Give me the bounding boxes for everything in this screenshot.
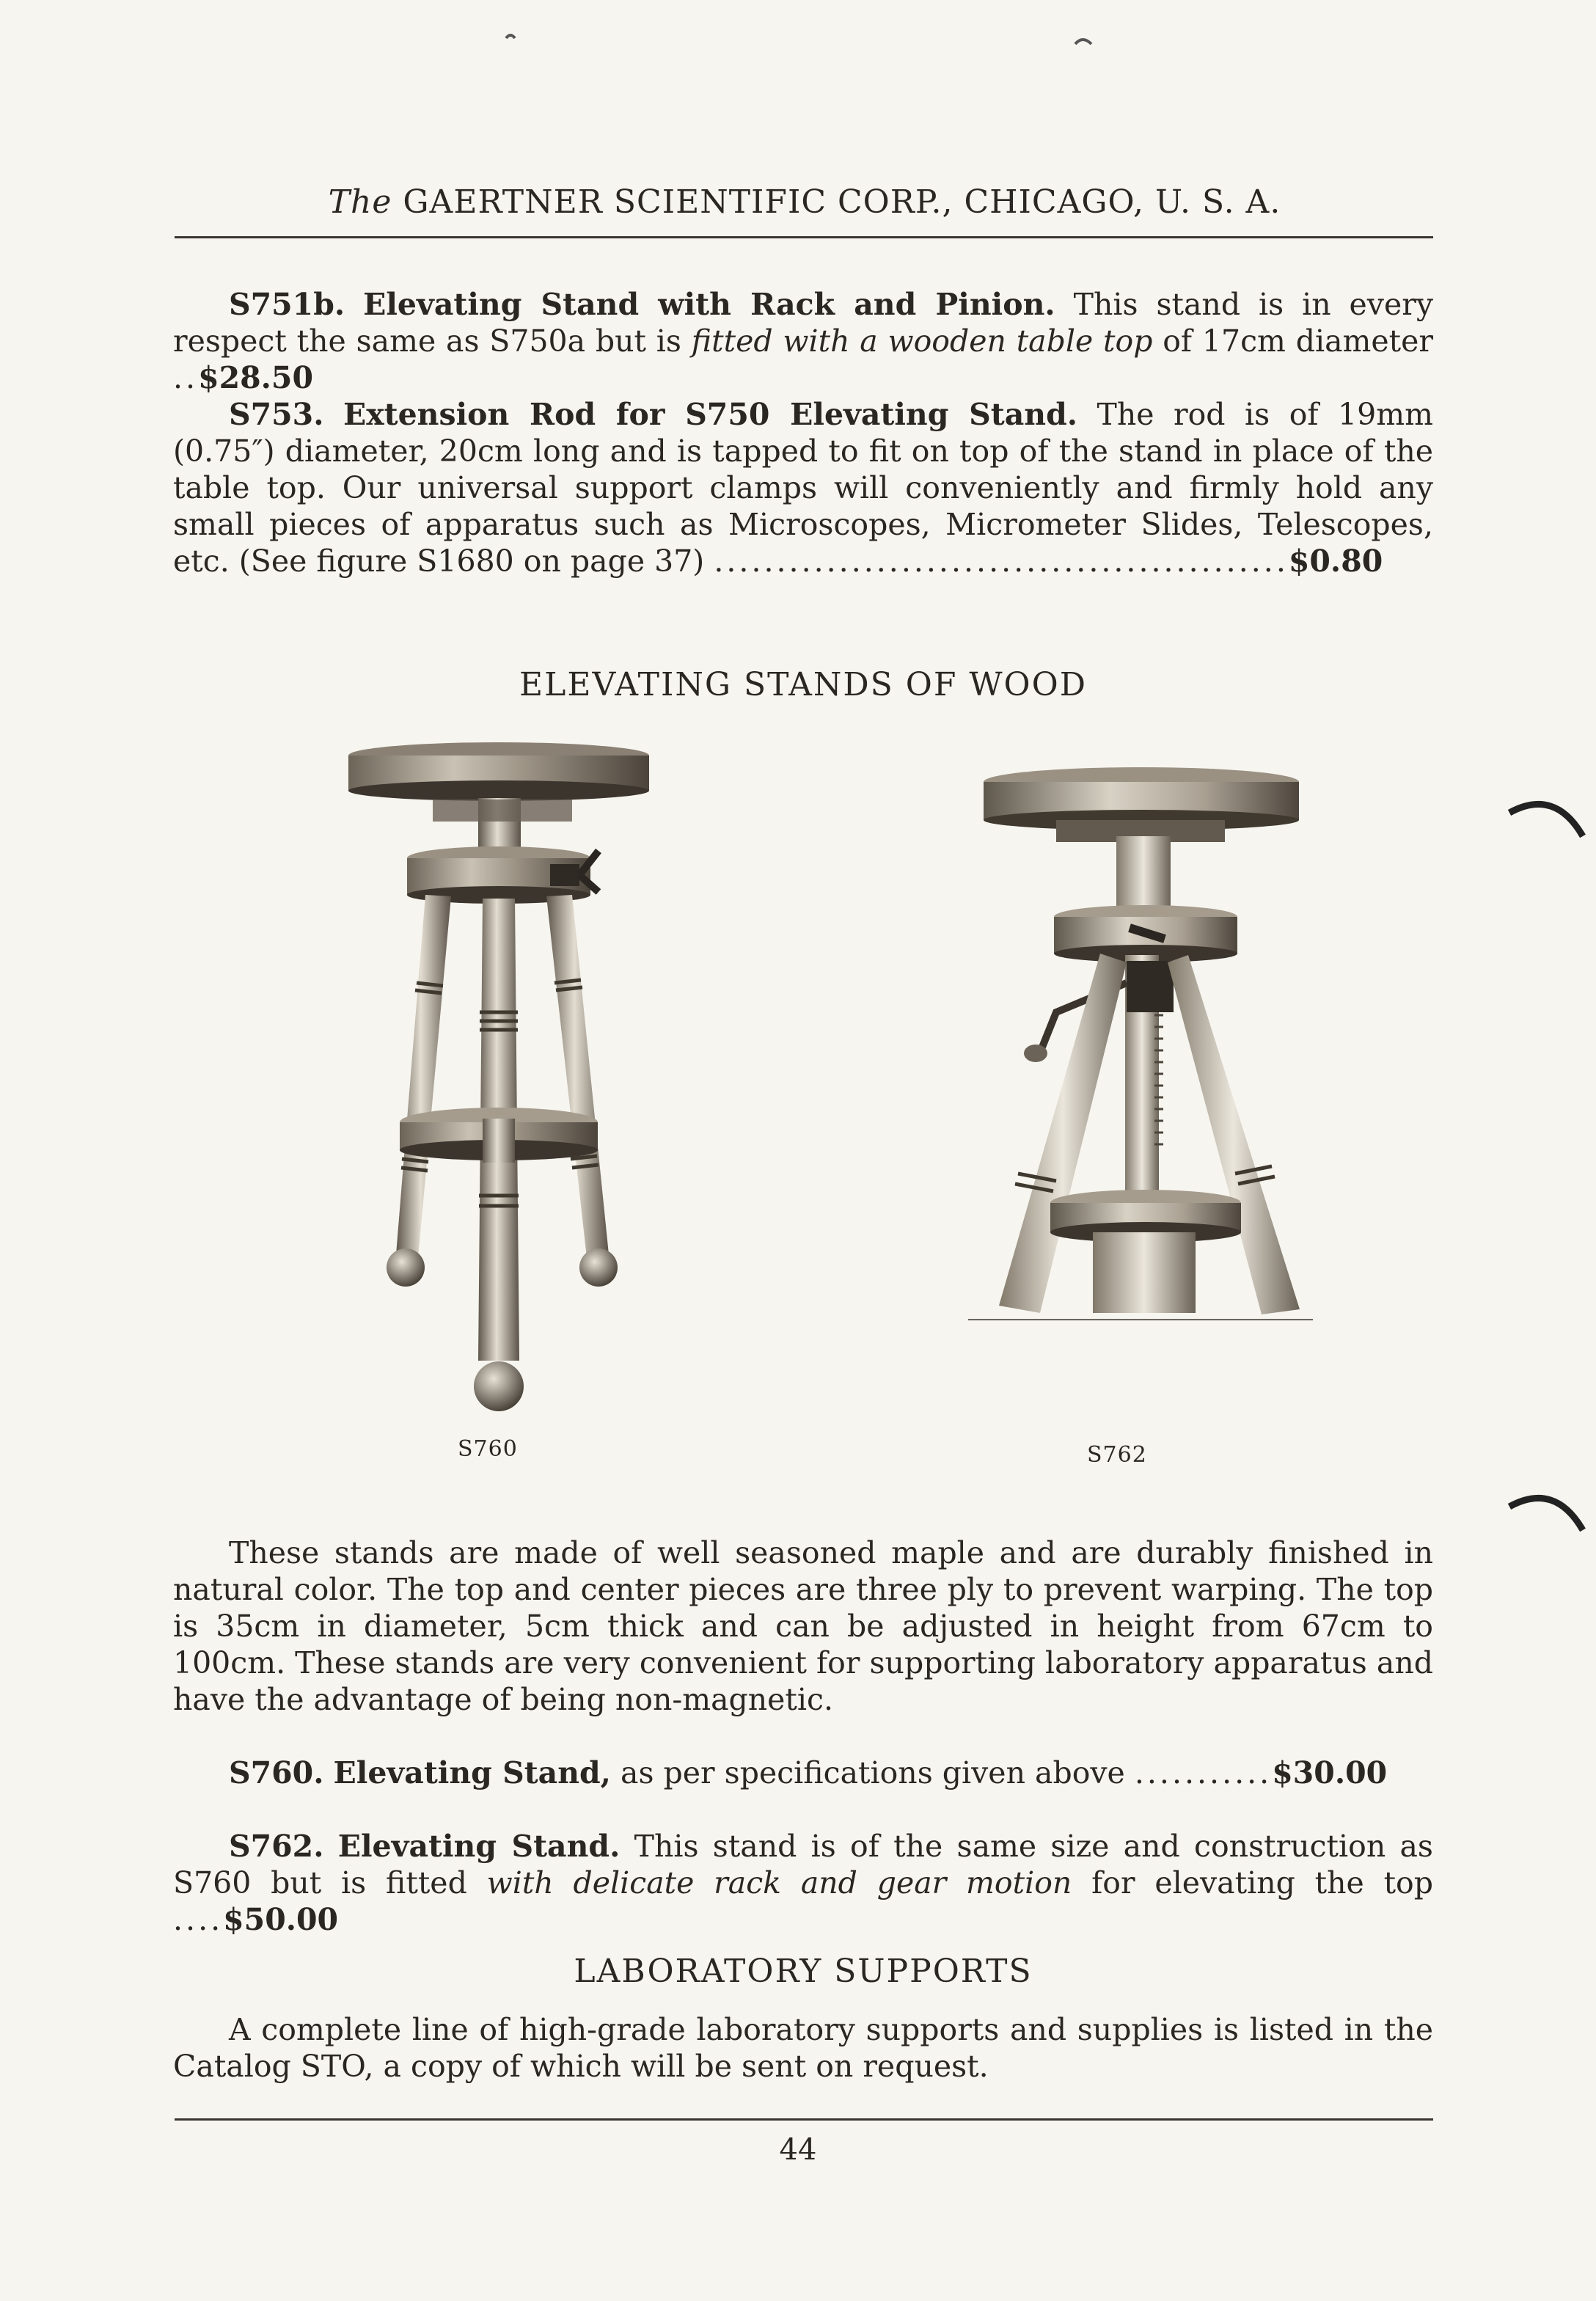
s762-title: Elevating Stand. <box>337 1829 621 1864</box>
item-s762 <box>173 1828 1433 1938</box>
s760-text: as per specifications given above <box>621 1755 1125 1790</box>
s751b-price: $28.50 <box>198 360 313 395</box>
s762-price: $50.00 <box>223 1902 339 1937</box>
s762-text1: This stand is of the same size and construction as S760 but is fitted <box>173 1829 1433 1901</box>
wood-description-text: These stands are made of well seasoned maple and are durably finished in natural color. The top and center pieces are three ply to prevent warping. The top is 35cm in diameter, 5cm thick and can be adjusted in height from 67cm to 100cm. These stands are very convenient for supporting laboratory apparatus and have the advantage of being non-magnetic. <box>173 1535 1433 1717</box>
s760-price: $30.00 <box>1272 1755 1388 1790</box>
s760-stand-illustration <box>308 741 689 1430</box>
s751b-title: Elevating Stand with Rack and Pinion. <box>363 287 1055 322</box>
item-s751b <box>173 286 1433 396</box>
s760-title: Elevating Stand, <box>333 1755 611 1790</box>
page-number: 44 <box>779 2133 817 2167</box>
wood-description <box>173 1534 1433 1718</box>
s753-text: The rod is of 19mm (0.75″) diameter, 20cm long and is tapped to fit on top of the stand in place of the table top. Our universal support clamps will conveniently and firmly hold any small pieces of apparatus such as Microscopes, Micrometer Slides, Telescopes, etc. (See figure S1680 on page 37) <box>173 397 1433 579</box>
lab-section-title: LABORATORY SUPPORTS <box>574 1953 1033 1990</box>
top-punch-marks <box>0 0 1596 59</box>
page-header <box>176 183 1433 221</box>
s753-title: Extension Rod for S750 Elevating Stand. <box>343 397 1078 432</box>
header-the: The <box>328 183 392 221</box>
s751b-text2: of 17cm diameter <box>1163 323 1433 359</box>
item-s753 <box>173 396 1433 579</box>
s762-caption: S762 <box>1087 1442 1147 1468</box>
s762-dots: .... <box>173 1902 224 1937</box>
s753-dots: .............................................. <box>714 544 1289 579</box>
lab-section-text <box>173 2011 1433 2085</box>
lab-section-body: A complete line of high-grade laboratory supports and supplies is listed in the Catalog STO, a copy of which will be sent on request. <box>173 2012 1433 2084</box>
s753-code: S753. <box>229 397 324 432</box>
s762-stand-illustration <box>953 763 1320 1320</box>
s751b-italic: fitted with a wooden table top <box>691 323 1153 359</box>
s760-code: S760. <box>229 1755 324 1790</box>
header-company: GAERTNER SCIENTIFIC CORP., CHICAGO, U. S. A. <box>403 183 1281 221</box>
s753-price: $0.80 <box>1288 544 1383 579</box>
s751b-text1: This stand is in every respect the same as S750a but is <box>173 287 1433 359</box>
binder-hole-upper <box>1504 792 1596 851</box>
s762-italic: with delicate rack and gear motion <box>486 1865 1072 1901</box>
s751b-dots: .. <box>173 360 199 395</box>
item-s760 <box>173 1755 1433 1791</box>
s760-caption: S760 <box>458 1436 518 1462</box>
binder-hole-lower <box>1504 1486 1596 1545</box>
s762-text2: for elevating the top <box>1091 1865 1433 1901</box>
s760-dots: ........... <box>1134 1755 1273 1790</box>
footer-rule <box>175 2118 1433 2121</box>
s762-code: S762. <box>229 1829 324 1864</box>
s751b-code: S751b. <box>229 287 345 322</box>
header-rule <box>175 236 1433 238</box>
wood-section-title: ELEVATING STANDS OF WOOD <box>519 666 1087 703</box>
